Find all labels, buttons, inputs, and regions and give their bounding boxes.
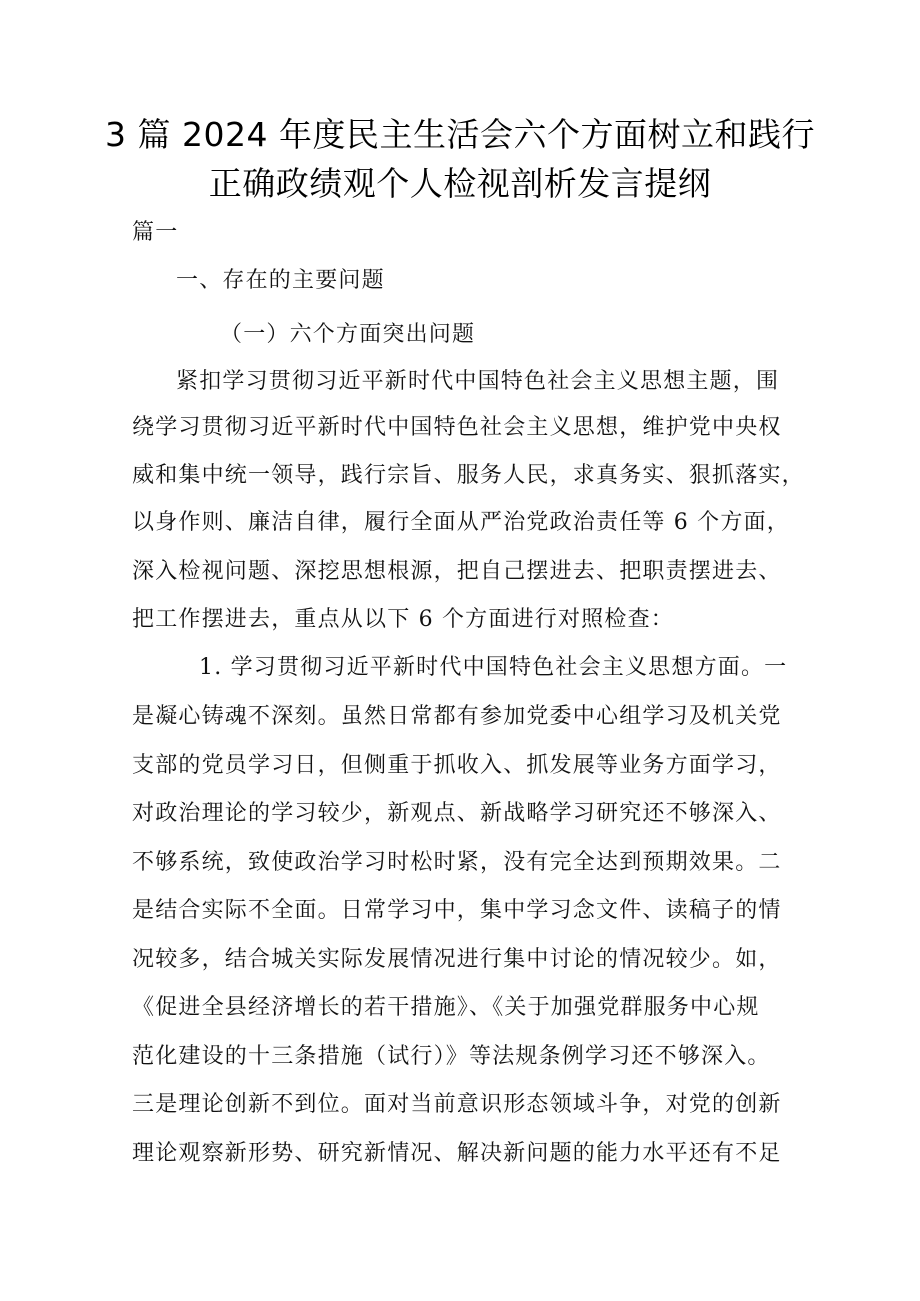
paragraph-1-line: 绕学习贯彻习近平新时代中国特色社会主义思想，维护党中央权 [132, 415, 782, 440]
paragraph-2-line: 支部的党员学习日，但侧重于抓收入、抓发展等业务方面学习， [132, 753, 782, 778]
paragraph-1-line: 把工作摆进去，重点从以下 6 个方面进行对照检查： [132, 607, 674, 632]
paragraph-2-line: 三是理论创新不到位。面对当前意识形态领域斗争，对党的创新 [132, 1092, 782, 1117]
part-label: 篇一 [132, 220, 179, 245]
paragraph-2-line: 理论观察新形势、研究新情况、解决新问题的能力水平还有不足 [132, 1141, 782, 1166]
paragraph-2-line: 是凝心铸魂不深刻。虽然日常都有参加党委中心组学习及机关党 [132, 704, 782, 729]
paragraph-2-line: 是结合实际不全面。日常学习中，集中学习念文件、读稿子的情 [132, 898, 782, 923]
section-heading: 一、存在的主要问题 [176, 268, 385, 293]
paragraph-2-line: 不够系统，致使政治学习时松时紧，没有完全达到预期效果。二 [132, 850, 782, 875]
paragraph-2-line: 况较多，结合城关实际发展情况进行集中讨论的情况较少。如， [132, 947, 782, 972]
paragraph-1-line: 深入检视问题、深挖思想根源，把自己摆进去、把职责摆进去、 [132, 559, 782, 584]
subsection-heading: （一）六个方面突出问题 [220, 322, 476, 347]
paragraph-2-line: 《促进全县经济增长的若干措施》、《关于加强党群服务中心规 [132, 995, 760, 1020]
paragraph-1-line: 紧扣学习贯彻习近平新时代中国特色社会主义思想主题，围 [176, 369, 780, 394]
paragraph-1-line: 以身作则、廉洁自律，履行全面从严治党政治责任等 6 个方面， [132, 510, 790, 535]
paragraph-2-line: 对政治理论的学习较少，新观点、新战略学习研究还不够深入、 [132, 801, 782, 826]
paragraph-2-line: 范化建设的十三条措施（试行）》等法规条例学习还不够深入。 [132, 1044, 771, 1069]
paragraph-1-line: 威和集中统一领导，践行宗旨、服务人民，求真务实、狠抓落实， [132, 463, 805, 488]
document-title-line-1: 3 篇 2024 年度民主生活会六个方面树立和践行 [105, 115, 815, 154]
document-title-line-2: 正确政绩观个人检视剖析发言提纲 [208, 164, 712, 203]
paragraph-2-line: 1. 学习贯彻习近平新时代中国特色社会主义思想方面。一 [199, 655, 788, 680]
